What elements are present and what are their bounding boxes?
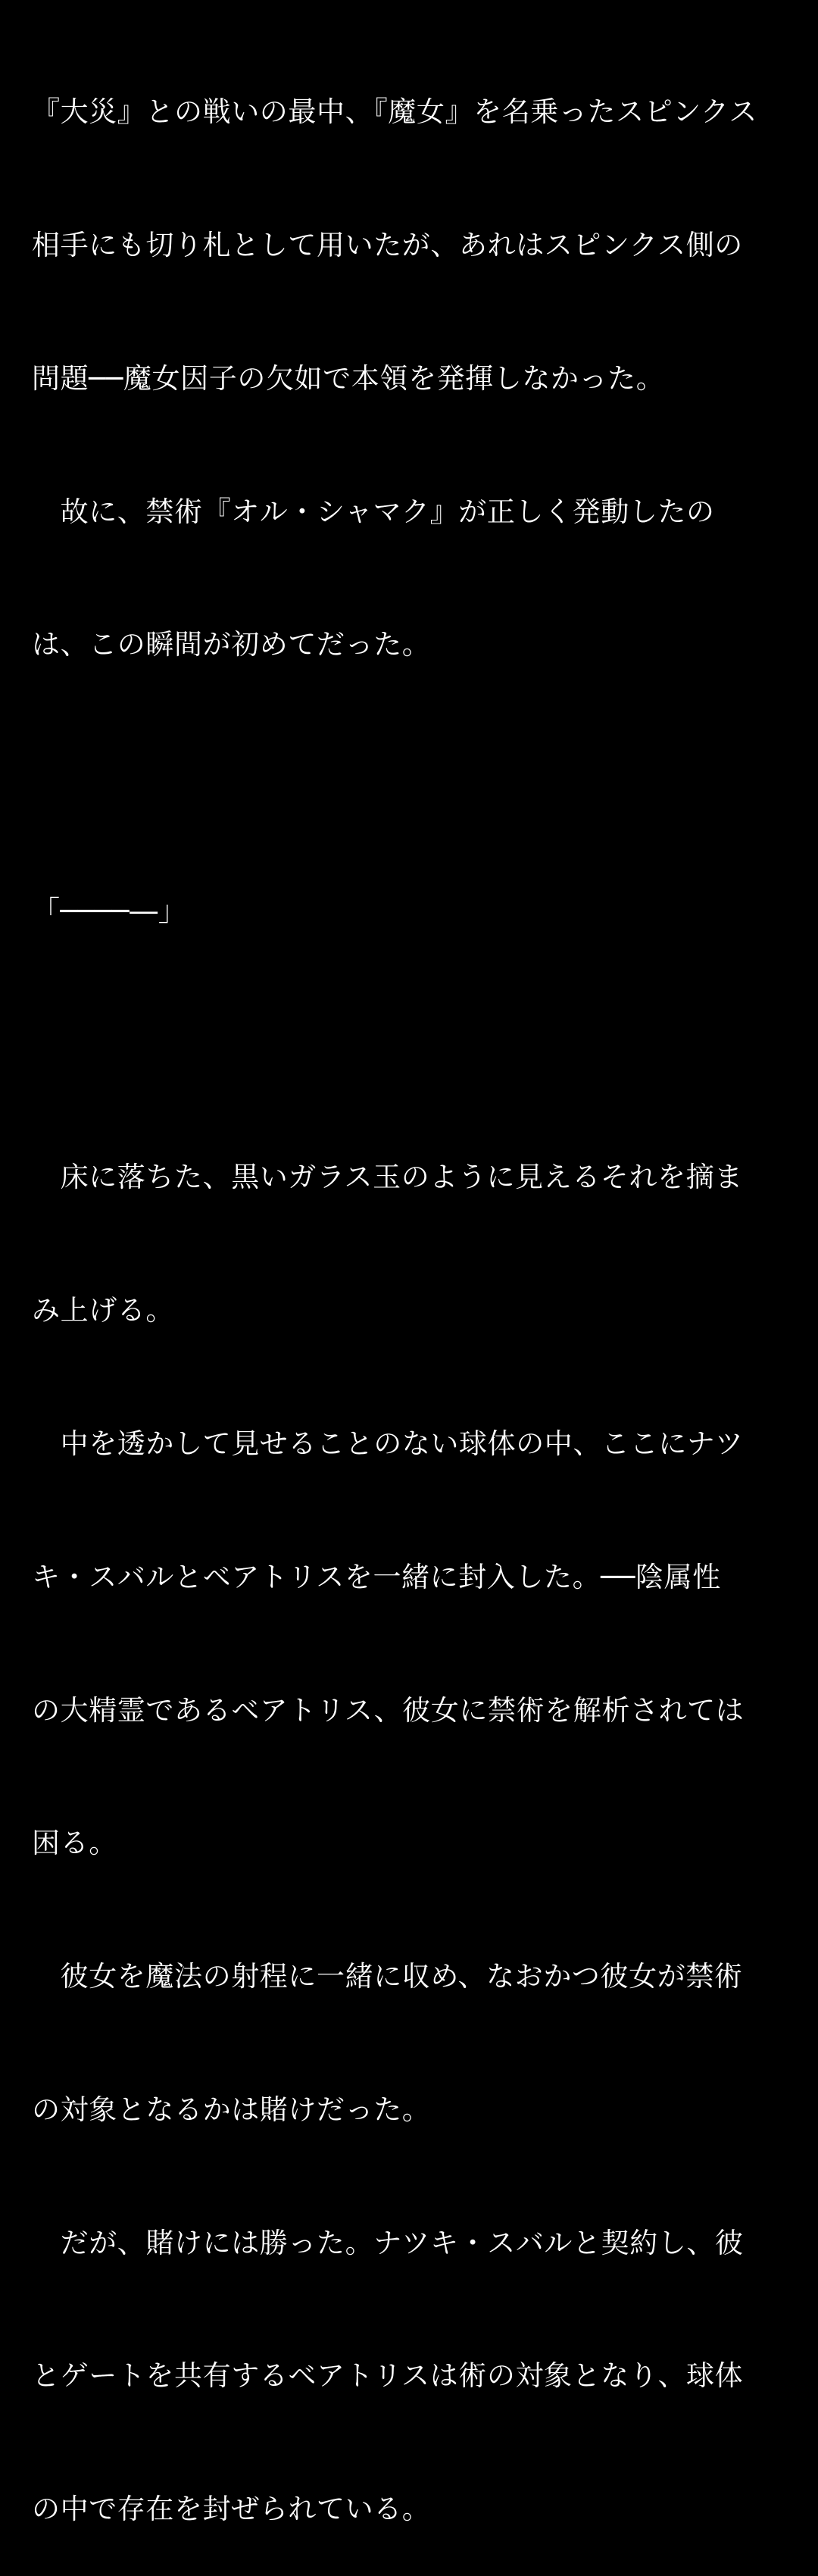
dialogue-line: 「────―」 xyxy=(32,894,187,927)
text-line: 『大災』との戦いの最中、『魔女』を名乗ったスピンクス xyxy=(32,95,757,129)
text-line: 困る。 xyxy=(32,1827,117,1860)
text-line: 相手にも切り札として用いたが、あれはスピンクス側の xyxy=(32,228,743,261)
text-line: は、この瞬間が初めてだった。 xyxy=(32,628,431,661)
text-line: 中を透かして見せることのない球体の中、ここにナツ xyxy=(32,1427,744,1460)
text-line: 彼女を魔法の射程に一緒に収め、なおかつ彼女が禁術 xyxy=(32,1960,743,1993)
text-line: の対象となるかは賭けだった。 xyxy=(32,2093,431,2126)
text-line: の大精霊であるベアトリス、彼女に禁術を解析されては xyxy=(32,1693,745,1727)
text-line: の中で存在を封ぜられている。 xyxy=(32,2493,431,2526)
reader-text-body xyxy=(32,2,797,2576)
text-line: 床に落ちた、黒いガラス玉のように見えるそれを摘ま xyxy=(32,1161,743,1194)
text-line: だが、賭けには勝った。ナツキ・スバルと契約し、彼 xyxy=(32,2226,744,2259)
blank-line xyxy=(32,1023,797,1068)
text-line: 故に、禁術『オル・シャマク』が正しく発動したの xyxy=(32,495,715,528)
blank-line xyxy=(32,756,797,801)
text-line: 問題──魔女因子の欠如で本領を発揮しなかった。 xyxy=(32,361,665,395)
text-line: キ・スバルとベアトリスを一緒に封入した。──陰属性 xyxy=(32,1560,721,1593)
text-line: み上げる。 xyxy=(32,1294,174,1327)
text-line: とゲートを共有するベアトリスは術の対象となり、球体 xyxy=(32,2359,744,2393)
